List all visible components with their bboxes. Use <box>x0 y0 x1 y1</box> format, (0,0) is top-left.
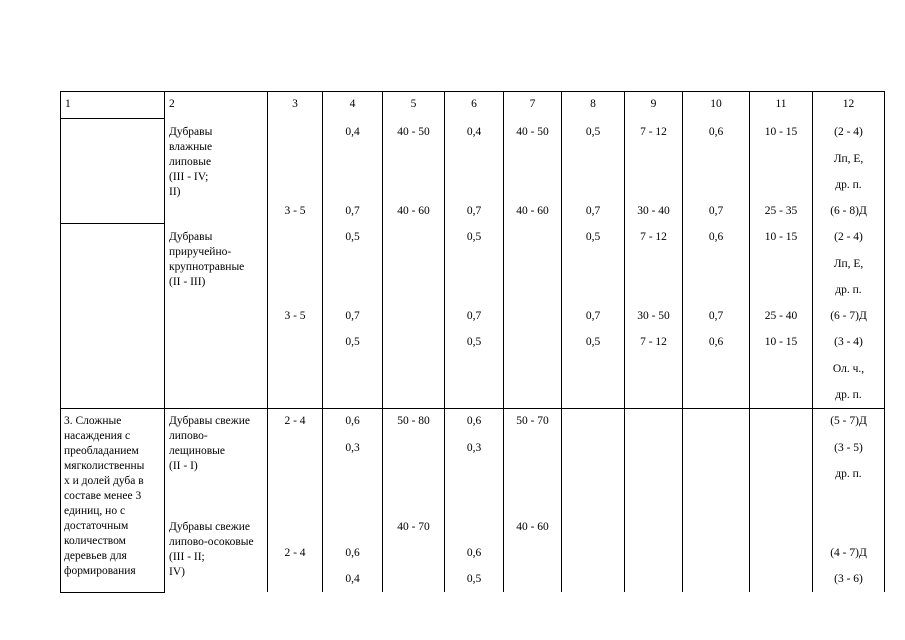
row1-line4-col11: 25 - 35 <box>764 205 798 217</box>
row1-line4-col10: 0,7 <box>708 205 724 217</box>
row2-line4-col3: 3 - 5 <box>284 310 306 322</box>
row1-line4-col3: 3 - 5 <box>284 205 306 217</box>
row3-line1-col12: (5 - 7)Д <box>830 415 867 427</box>
header-cell-11: 11 <box>775 98 787 110</box>
row3-forest-type-a: Дубравы свежие липово- лещиновые (II - I) <box>169 415 250 472</box>
header-cell-10: 10 <box>710 98 722 110</box>
row3-line4-col7: 40 - 60 <box>516 521 549 533</box>
row1-line4-col6: 0,7 <box>466 205 482 217</box>
header-cell-3: 3 <box>292 98 298 110</box>
row3-line2-col6: 0,3 <box>466 442 482 454</box>
col1-separator <box>164 91 165 592</box>
row2-line4-col8: 0,7 <box>585 310 601 322</box>
row2-line4-col9: 30 - 50 <box>637 310 670 322</box>
row2-bottom <box>60 408 885 409</box>
row3-line5-col3: 2 - 4 <box>284 547 306 559</box>
col2-separator <box>267 91 268 592</box>
row1-line1-col11: 10 - 15 <box>764 126 798 138</box>
row2-line3-col12: др. п. <box>835 284 862 296</box>
row3-line3-col12: др. п. <box>835 468 862 480</box>
row2-line4-col12: (6 - 7)Д <box>830 310 867 322</box>
row1-line1-col12: (2 - 4) <box>834 126 863 138</box>
row1-line1-col8: 0,5 <box>585 126 601 138</box>
row1-line1-col10: 0,6 <box>708 126 724 138</box>
col4-separator <box>382 91 383 592</box>
row1-line4-col4: 0,7 <box>345 205 360 217</box>
row2-line6-col12: Ол. ч., <box>832 363 865 375</box>
row3-line2-col4: 0,3 <box>345 442 360 454</box>
row2-line5-col9: 7 - 12 <box>640 336 667 348</box>
row3-line6-col6: 0,5 <box>466 573 482 585</box>
row2-line5-col4: 0,5 <box>345 336 360 348</box>
header-cell-9: 9 <box>650 98 657 110</box>
row2-line1-col9: 7 - 12 <box>640 231 667 243</box>
row2-line5-col6: 0,5 <box>466 336 482 348</box>
row2-line1-col11: 10 - 15 <box>764 231 798 243</box>
header-cell-8: 8 <box>590 98 596 110</box>
table-border-left <box>60 91 61 592</box>
row2-line4-col4: 0,7 <box>345 310 360 322</box>
row2-line1-col12: (2 - 4) <box>834 231 863 243</box>
row3-line2-col12: (3 - 5) <box>834 442 863 454</box>
row2-line5-col11: 10 - 15 <box>764 336 798 348</box>
header-cell-2: 2 <box>169 98 175 110</box>
row1-line1-col6: 0,4 <box>466 126 482 138</box>
row2-line5-col8: 0,5 <box>585 336 601 348</box>
row3-forest-type-b: Дубравы свежие липово-осоковые (III - II; IV) <box>169 521 254 578</box>
row1-line4-col5: 40 - 60 <box>397 205 430 217</box>
header-cell-6: 6 <box>471 98 477 110</box>
row2-line1-col8: 0,5 <box>585 231 601 243</box>
row2-line4-col10: 0,7 <box>708 310 724 322</box>
header-cell-7: 7 <box>529 98 536 110</box>
row1-line1-col9: 7 - 12 <box>640 126 667 138</box>
row2-line1-col4: 0,5 <box>345 231 360 243</box>
row3-line6-col12: (3 - 6) <box>834 573 863 585</box>
row1-line3-col12: др. п. <box>835 179 862 191</box>
table-border-bottom-col1 <box>60 592 165 593</box>
row3-stand-description: 3. Сложные насаждения с преобладанием мягколиственны х и долей дуба в составе менее 3 единиц, но с достаточным количеством деревьев для формирования <box>64 415 145 577</box>
header-cell-12: 12 <box>842 98 855 110</box>
row2-line4-col11: 25 - 40 <box>764 310 798 322</box>
row3-line1-col4: 0,6 <box>345 415 360 427</box>
row3-line1-col5: 50 - 80 <box>397 415 430 427</box>
row1-line2-col12: Лп, Е, <box>833 153 864 165</box>
row1-line4-col9: 30 - 40 <box>637 205 670 217</box>
row1-line4-col12: (6 - 8)Д <box>830 205 867 217</box>
header-cell-1: 1 <box>65 98 71 110</box>
row2-line4-col6: 0,7 <box>466 310 482 322</box>
header-cell-5: 5 <box>410 98 417 110</box>
row3-line1-col6: 0,6 <box>466 415 482 427</box>
row3-line6-col4: 0,4 <box>345 573 360 585</box>
row2-line2-col12: Лп, Е, <box>833 258 864 270</box>
table-border-top <box>60 91 885 92</box>
row1-line4-col7: 40 - 60 <box>516 205 549 217</box>
row2-line5-col12: (3 - 4) <box>834 336 863 348</box>
row1-line1-col5: 40 - 50 <box>397 126 430 138</box>
header-cell-4: 4 <box>349 98 356 110</box>
row3-line1-col3: 2 - 4 <box>284 415 306 427</box>
row1-line4-col8: 0,7 <box>585 205 601 217</box>
header-bottom-col1 <box>60 118 165 119</box>
row3-line5-col6: 0,6 <box>466 547 482 559</box>
row3-line5-col12: (4 - 7)Д <box>830 547 867 559</box>
row2-line1-col10: 0,6 <box>708 231 724 243</box>
row3-line1-col7: 50 - 70 <box>516 415 549 427</box>
row2-line7-col12: др. п. <box>835 389 862 401</box>
row1-line1-col4: 0,4 <box>345 126 360 138</box>
row2-line1-col6: 0,5 <box>466 231 482 243</box>
row3-line4-col5: 40 - 70 <box>397 521 430 533</box>
row1-line1-col7: 40 - 50 <box>516 126 549 138</box>
row1-bottom-col1 <box>60 223 165 224</box>
row2-forest-type: Дубравы приручейно- крупнотравные (II - III) <box>169 231 245 288</box>
row3-line5-col4: 0,6 <box>345 547 360 559</box>
row2-line5-col10: 0,6 <box>708 336 724 348</box>
col6-separator <box>503 91 504 592</box>
table-border-right <box>884 91 885 592</box>
row1-forest-type: Дубравы влажные липовые (III - IV; II) <box>169 126 213 198</box>
